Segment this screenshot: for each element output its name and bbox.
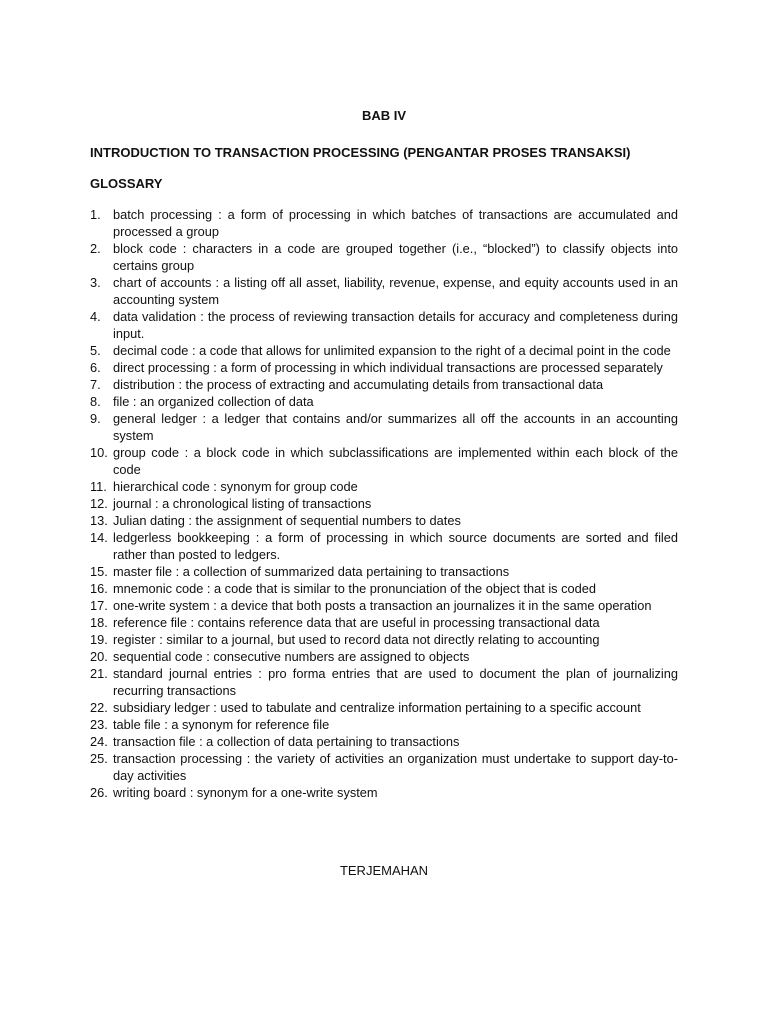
glossary-item [90, 563, 678, 580]
item-text: chart of accounts : a listing off all asset, liability, revenue, expense, and equity accounts used in an accounting system [113, 275, 678, 307]
glossary-item [90, 580, 678, 597]
item-number: 20. [90, 649, 108, 664]
glossary-item [90, 699, 678, 716]
item-text: hierarchical code : synonym for group code [113, 479, 358, 494]
item-text: batch processing : a form of processing in which batches of transactions are accumulated and processed a group [113, 207, 678, 239]
item-number: 6. [90, 360, 101, 375]
item-number: 3. [90, 275, 101, 290]
item-text: register : similar to a journal, but used to record data not directly relating to accounting [113, 632, 600, 647]
item-text: subsidiary ledger : used to tabulate and centralize information pertaining to a specific account [113, 700, 641, 715]
item-text: direct processing : a form of processing in which individual transactions are processed separately [113, 360, 663, 375]
chapter-subtitle: INTRODUCTION TO TRANSACTION PROCESSING (PENGANTAR PROSES TRANSAKSI) [90, 145, 631, 160]
item-number: 4. [90, 309, 101, 324]
item-number: 26. [90, 785, 108, 800]
glossary-item [90, 529, 678, 563]
item-number: 19. [90, 632, 108, 647]
item-number: 24. [90, 734, 108, 749]
item-text: writing board : synonym for a one-write system [113, 785, 378, 800]
glossary-item [90, 733, 678, 750]
item-text: one-write system : a device that both posts a transaction an journalizes it in the same operation [113, 598, 652, 613]
glossary-item [90, 784, 678, 801]
item-number: 9. [90, 411, 101, 426]
item-text: mnemonic code : a code that is similar to the pronunciation of the object that is coded [113, 581, 597, 596]
item-text: data validation : the process of reviewing transaction details for accuracy and completeness during input. [113, 309, 678, 341]
item-text: group code : a block code in which subclassifications are implemented within each block of the code [113, 445, 678, 477]
item-number: 5. [90, 343, 101, 358]
glossary-item [90, 648, 678, 665]
glossary-item [90, 376, 678, 393]
glossary-item [90, 478, 678, 495]
item-text: general ledger : a ledger that contains and/or summarizes all off the accounts in an accounting system [113, 411, 678, 443]
item-text: standard journal entries : pro forma entries that are used to document the plan of journalizing recurring transactions [113, 666, 678, 698]
item-text: distribution : the process of extracting and accumulating details from transactional data [113, 377, 604, 392]
glossary-item [90, 665, 678, 699]
item-number: 10. [90, 445, 108, 460]
glossary-item [90, 308, 678, 342]
item-number: 8. [90, 394, 101, 409]
item-text: master file : a collection of summarized data pertaining to transactions [113, 564, 510, 579]
glossary-item [90, 206, 678, 240]
item-number: 2. [90, 241, 101, 256]
glossary-item [90, 495, 678, 512]
glossary-heading: GLOSSARY [90, 176, 163, 191]
glossary-item [90, 444, 678, 478]
item-number: 21. [90, 666, 108, 681]
item-number: 17. [90, 598, 108, 613]
item-number: 7. [90, 377, 101, 392]
glossary-item [90, 240, 678, 274]
glossary-item [90, 512, 678, 529]
item-number: 22. [90, 700, 108, 715]
item-text: Julian dating : the assignment of sequential numbers to dates [113, 513, 461, 528]
glossary-item [90, 274, 678, 308]
item-text: decimal code : a code that allows for unlimited expansion to the right of a decimal point in the code [113, 343, 671, 358]
item-number: 1. [90, 207, 101, 222]
glossary-item [90, 393, 678, 410]
item-text: block code : characters in a code are grouped together (i.e., “blocked”) to classify objects into certains group [113, 241, 678, 273]
glossary-item [90, 342, 678, 359]
translation-label: TERJEMAHAN [339, 863, 429, 878]
item-number: 11. [90, 479, 107, 494]
glossary-item [90, 631, 678, 648]
glossary-item [90, 614, 678, 631]
item-number: 23. [90, 717, 108, 732]
item-number: 13. [90, 513, 108, 528]
glossary-list [90, 206, 678, 801]
item-number: 16. [90, 581, 108, 596]
item-text: journal : a chronological listing of transactions [113, 496, 372, 511]
glossary-item [90, 359, 678, 376]
item-text: file : an organized collection of data [113, 394, 314, 409]
chapter-title: BAB IV [361, 108, 407, 123]
item-number: 12. [90, 496, 108, 511]
item-text: transaction file : a collection of data pertaining to transactions [113, 734, 460, 749]
glossary-item [90, 716, 678, 733]
item-number: 14. [90, 530, 108, 545]
item-text: ledgerless bookkeeping : a form of processing in which source documents are sorted and filed rather than posted to ledgers. [113, 530, 678, 562]
item-text: transaction processing : the variety of activities an organization must undertake to support day-to-day activities [113, 751, 678, 783]
item-text: table file : a synonym for reference file [113, 717, 330, 732]
glossary-item [90, 750, 678, 784]
item-text: reference file : contains reference data that are useful in processing transactional data [113, 615, 600, 630]
glossary-item [90, 410, 678, 444]
item-text: sequential code : consecutive numbers are assigned to objects [113, 649, 470, 664]
item-number: 18. [90, 615, 108, 630]
glossary-item [90, 597, 678, 614]
item-number: 15. [90, 564, 108, 579]
item-number: 25. [90, 751, 108, 766]
